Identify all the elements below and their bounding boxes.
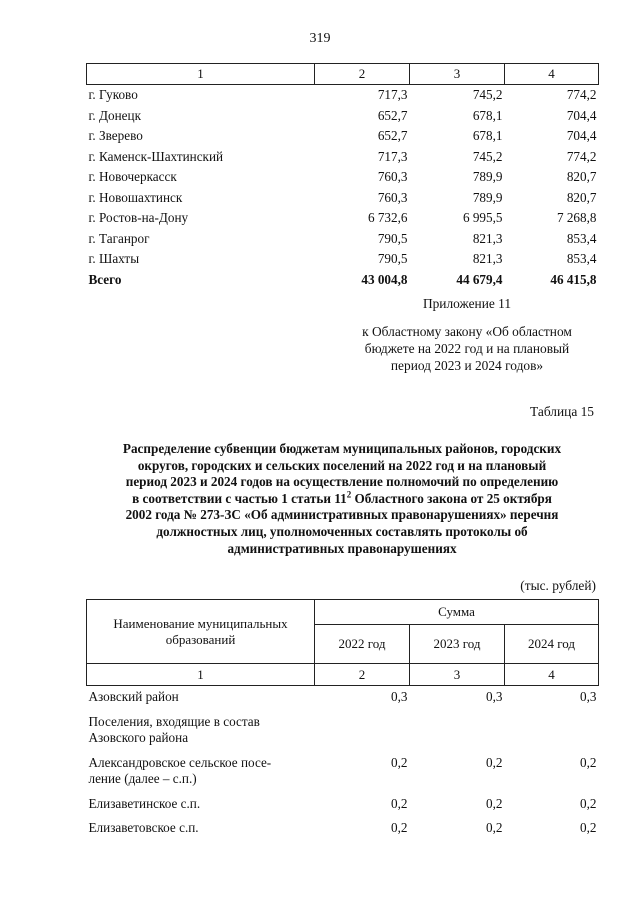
column-number: 2 [315, 664, 410, 686]
subvention-table [86, 599, 599, 842]
total-row [87, 270, 599, 291]
column-header-year: 2022 год [315, 625, 410, 664]
amount-cell: 853,4 [566, 251, 597, 266]
amount-cell: 0,3 [486, 689, 503, 704]
title-line: период 2023 и 2024 годов на осуществление полномочий по определению [125, 474, 559, 490]
municipality-name: Елизаветинское с.п. [88, 795, 201, 811]
amount-cell: 745,2 [472, 87, 503, 102]
column-header-name: Наименование муниципальных образований [87, 600, 315, 664]
table-row [87, 793, 599, 818]
amount-cell: 774,2 [566, 87, 597, 102]
municipality-name: г. Шахты [88, 251, 140, 266]
amount-cell: 7 268,8 [556, 210, 597, 225]
amount-cell: 745,2 [472, 148, 503, 164]
title-line: должностных лиц, уполномоченных составлять протоколы об [156, 523, 528, 539]
municipality-name: Азовский район [88, 689, 179, 704]
amount-cell: 0,2 [580, 820, 597, 835]
amount-cell: 774,2 [566, 148, 597, 164]
amount-cell: 0,2 [391, 754, 408, 770]
table-row [87, 229, 599, 250]
table-row [87, 188, 599, 209]
municipality-name: г. Гуково [88, 87, 138, 102]
amount-cell: 0,2 [486, 754, 503, 770]
appendix-caption-line: бюджете на 2022 год и на плановый [364, 341, 570, 356]
amount-cell: 652,7 [377, 128, 408, 143]
column-number: 4 [505, 64, 599, 85]
appendix-caption-line: к Областному закону «Об областном [362, 324, 572, 339]
amount-cell: 820,7 [566, 189, 597, 205]
table-row [87, 752, 599, 793]
amount-cell: 0,2 [486, 795, 503, 811]
amount-cell: 760,3 [377, 189, 408, 205]
column-number-row [87, 664, 599, 686]
table-row [87, 106, 599, 127]
amount-cell: 678,1 [472, 128, 503, 143]
amount-cell [410, 711, 505, 752]
appendix-caption-line: период 2023 и 2024 годов» [390, 358, 544, 373]
column-number-row [87, 64, 599, 85]
title-line: 2002 года № 273-ЗС «Об административных правонарушениях» перечня [125, 507, 559, 523]
amount-cell: 790,5 [377, 230, 408, 246]
table-label: Таблица 15 [530, 404, 594, 419]
municipality-name: г. Зверево [88, 128, 143, 143]
table-row [87, 249, 599, 270]
amount-cell: 44 679,4 [456, 271, 503, 287]
title-line [86, 491, 598, 508]
title-line: Распределение субвенции бюджетам муниципальных районов, городских [122, 441, 562, 456]
amount-cell [505, 711, 599, 752]
municipality-name: г. Каменск-Шахтинский [88, 148, 224, 164]
amount-cell: 0,2 [391, 795, 408, 811]
column-number: 3 [410, 664, 505, 686]
amount-cell: 821,3 [472, 251, 503, 266]
header-row [87, 600, 599, 625]
amount-cell: 0,2 [486, 820, 503, 835]
amount-cell: 704,4 [566, 107, 597, 123]
column-number: 4 [505, 664, 599, 686]
title-line: округов, городских и сельских поселений на 2022 год и на плановый [137, 457, 547, 473]
table-row [87, 686, 599, 711]
table-row [87, 208, 599, 229]
table-row [87, 147, 599, 168]
municipality-name: Поселения, входящие в состав Азовского района [88, 713, 260, 745]
amount-cell: 0,2 [580, 795, 597, 811]
amount-cell: 46 415,8 [550, 271, 597, 287]
municipality-name: г. Донецк [88, 107, 141, 123]
regions-table-continued [86, 63, 599, 290]
amount-cell: 790,5 [377, 251, 408, 266]
municipality-name: г. Таганрог [88, 230, 150, 246]
table-row [87, 126, 599, 147]
amount-cell: 820,7 [566, 169, 597, 184]
title-text: в соответствии с частью 1 статьи 11 [132, 490, 347, 506]
amount-cell: 0,2 [580, 754, 597, 770]
column-number: 1 [87, 664, 315, 686]
municipality-name: г. Ростов-на-Дону [88, 210, 189, 225]
amount-cell [315, 711, 410, 752]
amount-cell: 0,3 [580, 689, 597, 704]
title-superscript: 2 [346, 489, 352, 500]
table-row [87, 167, 599, 188]
column-number: 3 [410, 64, 505, 85]
municipality-name: г. Новочеркасск [88, 169, 177, 184]
amount-cell: 704,4 [566, 128, 597, 143]
amount-cell: 717,3 [377, 148, 408, 164]
column-header-sum: Сумма [315, 600, 599, 625]
column-header-year: 2024 год [505, 625, 599, 664]
amount-cell: 43 004,8 [361, 271, 408, 287]
title-text: Областного закона от 25 октября [351, 490, 552, 506]
table-row [87, 85, 599, 106]
municipality-name: Александровское сельское посе- ление (далее – с.п.) [88, 754, 272, 786]
table-title [86, 441, 598, 557]
column-number: 1 [87, 64, 315, 85]
units-label: (тыс. рублей) [520, 578, 596, 593]
amount-cell: 678,1 [472, 107, 503, 123]
table-row [87, 711, 599, 752]
amount-cell: 717,3 [377, 87, 408, 102]
amount-cell: 6 732,6 [367, 210, 408, 225]
column-number: 2 [315, 64, 410, 85]
amount-cell: 760,3 [377, 169, 408, 184]
amount-cell: 789,9 [472, 169, 503, 184]
amount-cell: 821,3 [472, 230, 503, 246]
municipality-name: Елизаветовское с.п. [88, 820, 199, 835]
amount-cell: 6 995,5 [462, 210, 503, 225]
amount-cell: 853,4 [566, 230, 597, 246]
table-row [87, 817, 599, 842]
appendix-number: Приложение 11 [422, 296, 512, 311]
title-line: административных правонарушениях [227, 540, 457, 556]
municipality-name: г. Новошахтинск [88, 189, 183, 205]
amount-cell: 0,2 [391, 820, 408, 835]
column-header-year: 2023 год [410, 625, 505, 664]
amount-cell: 0,3 [391, 689, 408, 704]
municipality-name: Всего [88, 271, 122, 287]
amount-cell: 789,9 [472, 189, 503, 205]
amount-cell: 652,7 [377, 107, 408, 123]
page-number: 319 [309, 31, 331, 46]
